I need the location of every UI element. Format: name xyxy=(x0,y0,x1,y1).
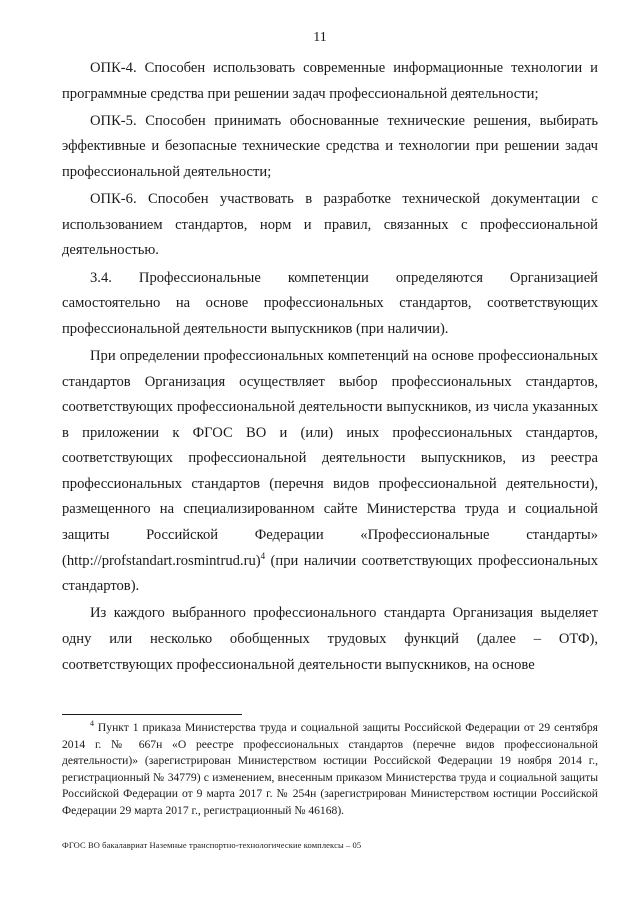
footnote-text: Пункт 1 приказа Министерства труда и социальной защиты Российской Федерации от 29 сентября 2014 г. № 667н «О реестре профессиональных стандартов (перечне видов профессиональной деятельности)» (зарегистрирован Министерством юстиции Российской Федерации 19 ноября 2014 г., регистрационный № 34779) с изменением, внесенным приказом Министерства труда и социальной защиты Российской Федерации от 9 марта 2017 г. № 254н (зарегистрирован Министерством юстиции Российской Федерации 29 марта 2017 г., регистрационный № 46168). xyxy=(62,721,598,817)
paragraph-3-4: 3.4. Профессиональные компетенции определяются Организацией самостоятельно на основе профессиональных стандартов, соответствующих профессиональной деятельности выпускников (при наличии). xyxy=(62,269,598,337)
footnote-reference: 4 xyxy=(260,550,266,561)
page-number: 11 xyxy=(313,30,327,45)
paragraph-text: При определении профессиональных компетенций на основе профессиональных стандартов Организация осуществляет выбор профессиональных стандартов, соответствующих профессиональной деятельности выпускников, из числа указанных в приложении к ФГОС ВО и (или) иных профессиональных стандартов, соответствующих профессиональной деятельности выпускников, из реестра профессиональных стандартов (перечня видов профессиональной деятельности), размещенного на специализированном сайте Министерства труда и социальной защиты Российской Федерации «Профессиональные стандарты» (http://profstandart.rosmintrud.ru) xyxy=(62,347,598,569)
footnote-separator xyxy=(62,714,242,715)
paragraph-standards-selection xyxy=(62,344,598,600)
paragraph-opk-5: ОПК-5. Способен принимать обоснованные технические решения, выбирать эффективные и безопасные технические средства и технологии при решении задач профессиональной деятельности; xyxy=(62,112,598,180)
paragraph-text-continued: (при наличии соответствующих профессиональных стандартов). xyxy=(62,552,598,595)
page-footer: ФГОС ВО бакалавриат Наземные транспортно-технологические комплексы – 05 xyxy=(62,840,362,850)
body-text xyxy=(62,56,598,680)
footnote xyxy=(62,720,598,820)
footnote-mark: 4 xyxy=(90,719,94,729)
paragraph-opk-4: ОПК-4. Способен использовать современные информационные технологии и программные средства при решении задач профессиональной деятельности; xyxy=(62,60,598,102)
paragraph-otf: Из каждого выбранного профессионального стандарта Организация выделяет одну или несколько обобщенных трудовых функций (далее – ОТФ), соответствующих профессиональной деятельности выпускников, на основе xyxy=(62,605,598,673)
paragraph-opk-6: ОПК-6. Способен участвовать в разработке технической документации с использованием стандартов, норм и правил, связанных с профессиональной деятельностью. xyxy=(62,191,598,259)
